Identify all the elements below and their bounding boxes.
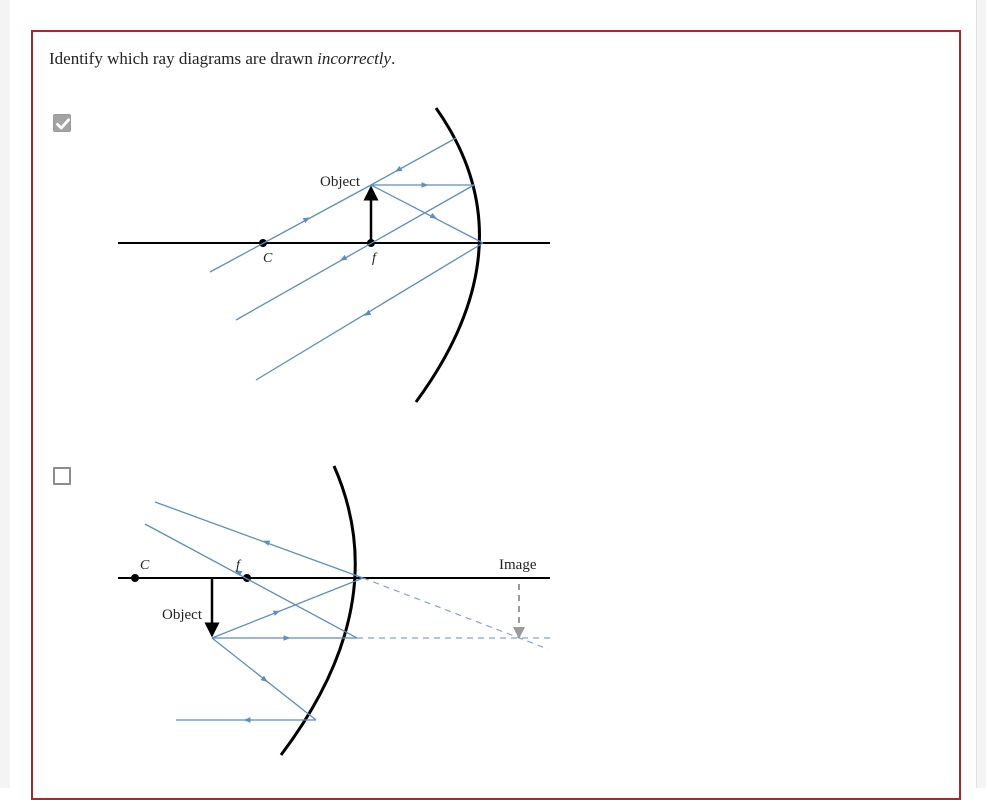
virtual-rays — [357, 578, 550, 649]
ray-diagram-2 — [118, 466, 550, 755]
focal-label: f — [236, 558, 242, 573]
ray-1-incident — [210, 185, 371, 272]
prompt-period: . — [391, 49, 395, 68]
ray-e — [212, 638, 316, 720]
center-label: C — [263, 251, 273, 266]
prompt-emphasis: incorrectly — [317, 49, 391, 68]
prompt-text: Identify which ray diagrams are drawn — [49, 49, 317, 68]
center-label: C — [140, 558, 150, 573]
convex-mirror — [281, 466, 355, 755]
ray-a — [155, 502, 363, 578]
ray-arrowheads — [238, 542, 287, 720]
focal-label: f — [372, 251, 378, 266]
option-2-checkbox[interactable] — [53, 467, 71, 485]
object-label: Object — [162, 607, 203, 623]
ray-3-reflected — [256, 243, 483, 380]
concave-mirror — [416, 108, 479, 402]
object-label: Object — [320, 174, 361, 190]
image-label: Image — [499, 557, 537, 573]
center-point — [131, 574, 139, 582]
diagram-1-geometry — [118, 108, 550, 402]
ray-1-reflected — [371, 138, 456, 185]
